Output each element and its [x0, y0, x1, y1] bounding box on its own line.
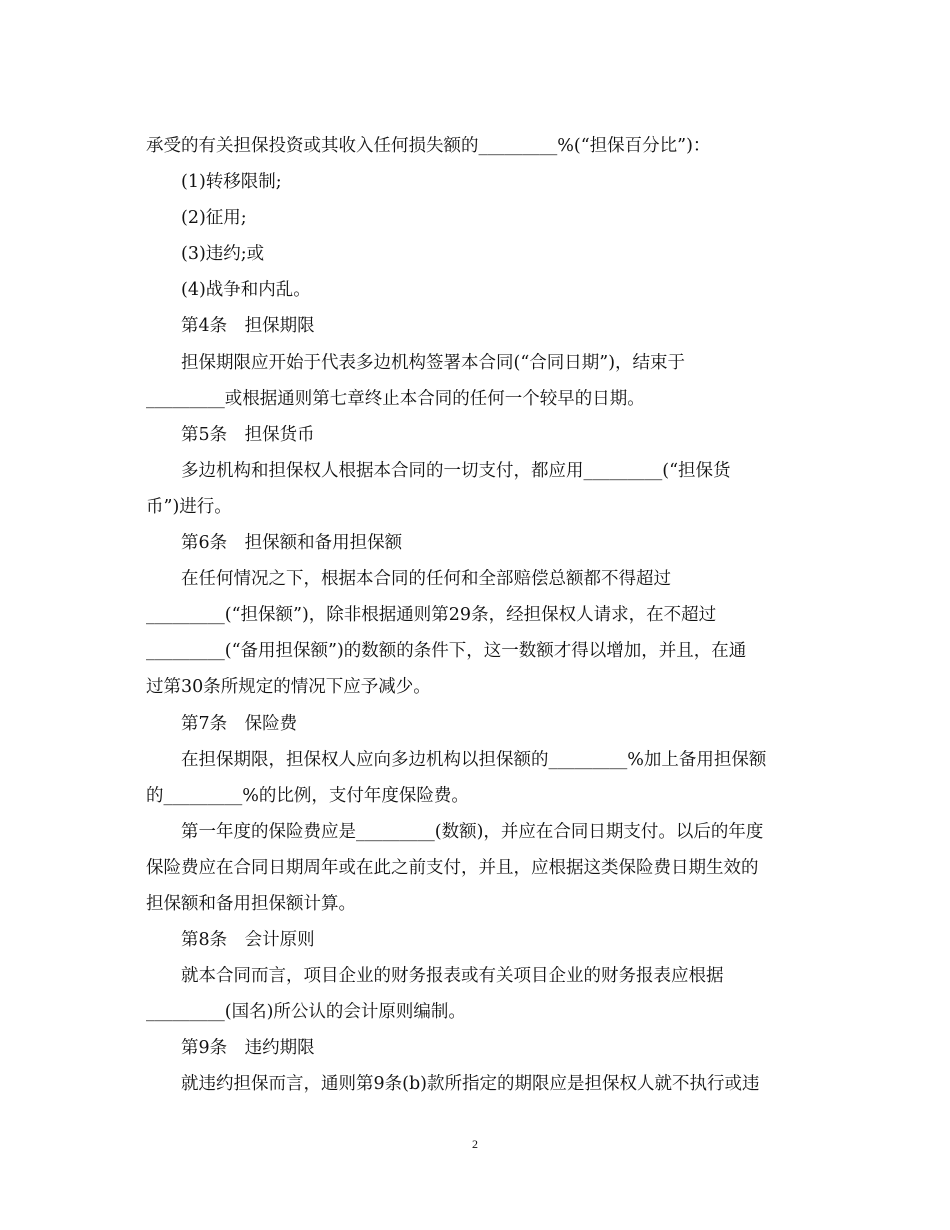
- text-line: _________(“备用担保额”)的数额的条件下，这一数额才得以增加，并且，在通: [146, 641, 747, 662]
- text-line: (3)违约;或: [181, 244, 265, 265]
- text-line: 多边机构和担保权人根据本合同的一切支付，都应用_________(“担保货: [181, 460, 731, 481]
- text-line: 过第30条所规定的情况下应予减少。: [146, 677, 431, 698]
- document-body: [146, 128, 811, 1103]
- text-line: _________(“担保额”)，除非根据通则第29条，经担保权人请求，在不超过: [146, 605, 717, 626]
- text-line: 第5条 担保货币: [181, 424, 315, 445]
- text-line: 的_________%的比例，支付年度保险费。: [146, 785, 469, 806]
- text-line: 担保期限应开始于代表多边机构签署本合同(“合同日期”)，结束于: [181, 352, 686, 373]
- text-line: 担保额和备用担保额计算。: [146, 893, 356, 914]
- text-line: 第8条 会计原则: [181, 930, 315, 951]
- text-line: _________或根据通则第七章终止本合同的任何一个较早的日期。: [146, 388, 645, 409]
- text-line: 币”)进行。: [146, 496, 232, 517]
- text-line: 就本合同而言，项目企业的财务报表或有关项目企业的财务报表应根据: [181, 966, 724, 987]
- text-line: 第4条 担保期限: [181, 316, 315, 337]
- text-line: 第6条 担保额和备用担保额: [181, 533, 403, 554]
- text-line: _________(国名)所公认的会计原则编制。: [146, 1002, 466, 1023]
- page-number: 2: [472, 1137, 478, 1151]
- text-line: 第一年度的保险费应是_________(数额)，并应在合同日期支付。以后的年度: [181, 821, 764, 842]
- text-line: (4)战争和内乱。: [181, 280, 311, 301]
- text-line: 在担保期限，担保权人应向多边机构以担保额的_________%加上备用担保额: [181, 749, 767, 770]
- text-line: 第9条 违约期限: [181, 1038, 315, 1059]
- text-line: 第7条 保险费: [181, 713, 298, 734]
- text-line: 承受的有关担保投资或其收入任何损失额的_________%(“担保百分比”)：: [146, 136, 711, 156]
- text-line: (2)征用;: [181, 208, 247, 229]
- text-line: 保险费应在合同日期周年或在此之前支付，并且，应根据这类保险费日期生效的: [146, 857, 759, 878]
- text-line: (1)转移限制;: [181, 172, 282, 193]
- text-line: 在任何情况之下，根据本合同的任何和全部赔偿总额都不得超过: [181, 569, 671, 590]
- text-line: 就违约担保而言，通则第9条(b)款所指定的期限应是担保权人就不执行或违: [181, 1074, 760, 1095]
